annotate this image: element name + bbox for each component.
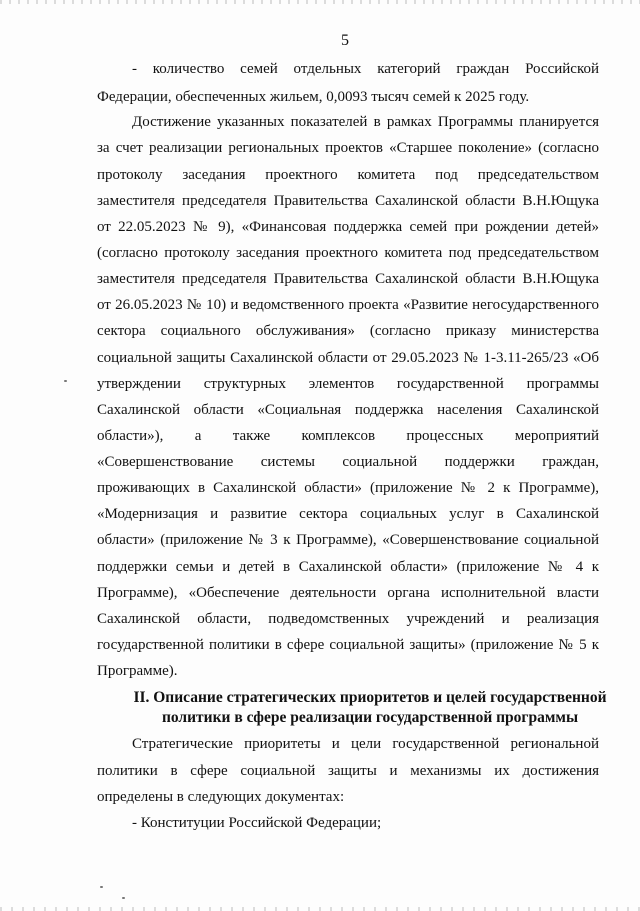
page-number: 5 <box>341 32 349 49</box>
paragraph-line: политики в сфере социальной защиты и механизмы их достижения <box>97 763 599 779</box>
paragraph-line: заместителя председателя Правительства Сахалинской области В.Н.Ющука <box>97 271 599 287</box>
paragraph-line: Программе). <box>97 663 178 679</box>
paragraph-line: (согласно протоколу заседания проектного комитета под председательством <box>97 245 599 261</box>
paragraph-line: определены в следующих документах: <box>97 789 345 805</box>
paragraph-line: проживающих в Сахалинской области» (приложение № 2 к Программе), <box>97 480 599 496</box>
paragraph-line: Программе), «Обеспечение деятельности органа исполнительной власти <box>97 585 599 601</box>
paragraph-line: Федерации, обеспеченных жильем, 0,0093 тысяч семей к 2025 году. <box>97 89 530 105</box>
paragraph-line: государственной политики в сфере социальной защиты» (приложение № 5 к <box>97 637 599 653</box>
paragraph-line: от 26.05.2023 № 10) и ведомственного проекта «Развитие негосударственного <box>97 297 599 313</box>
paragraph-line: «Модернизация и развитие сектора социальных услуг в Сахалинской <box>97 506 599 522</box>
paragraph-line: «Совершенствование системы социальной поддержки граждан, <box>97 454 599 470</box>
paragraph-line: поддержки семьи и детей в Сахалинской области» (приложение № 4 к <box>97 559 599 575</box>
paragraph-line: - количество семей отдельных категорий граждан Российской <box>132 61 599 77</box>
scan-speck <box>64 380 67 382</box>
section-heading: политики в сфере реализации государственной программы <box>161 709 579 726</box>
paragraph-line: за счет реализации региональных проектов «Старшее поколение» (согласно <box>97 140 599 156</box>
paragraph-line: Достижение указанных показателей в рамках Программы планируется <box>132 114 599 130</box>
paragraph-line: социальной защиты Сахалинской области от 29.05.2023 № 1-3.11-265/23 «Об <box>97 350 599 366</box>
scan-artifact-bottom <box>0 907 640 911</box>
paragraph-line: заместителя председателя Правительства Сахалинской области В.Н.Ющука <box>97 193 599 209</box>
paragraph-line: Стратегические приоритеты и цели государственной региональной <box>132 736 599 752</box>
paragraph-line: области»), а также комплексов процессных мероприятий <box>97 428 599 444</box>
scan-speck <box>122 897 125 899</box>
section-heading: II. Описание стратегических приоритетов и целей государственной <box>133 689 607 706</box>
paragraph-line: Сахалинской области «Социальная поддержка населения Сахалинской <box>97 402 599 418</box>
paragraph-line: - Конституции Российской Федерации; <box>132 815 382 831</box>
paragraph-line: сектора социального обслуживания» (согласно приказу министерства <box>97 323 599 339</box>
paragraph-line: области» (приложение № 3 к Программе), «Совершенствование социальной <box>97 532 599 548</box>
scan-speck <box>100 886 103 888</box>
paragraph-line: утверждении структурных элементов государственной программы <box>97 376 599 392</box>
paragraph-line: протоколу заседания проектного комитета под председательством <box>97 167 599 183</box>
scan-artifact-top <box>0 0 640 4</box>
paragraph-line: Сахалинской области, подведомственных учреждений и реализация <box>97 611 599 627</box>
paragraph-line: от 22.05.2023 № 9), «Финансовая поддержка семей при рождении детей» <box>97 219 599 235</box>
